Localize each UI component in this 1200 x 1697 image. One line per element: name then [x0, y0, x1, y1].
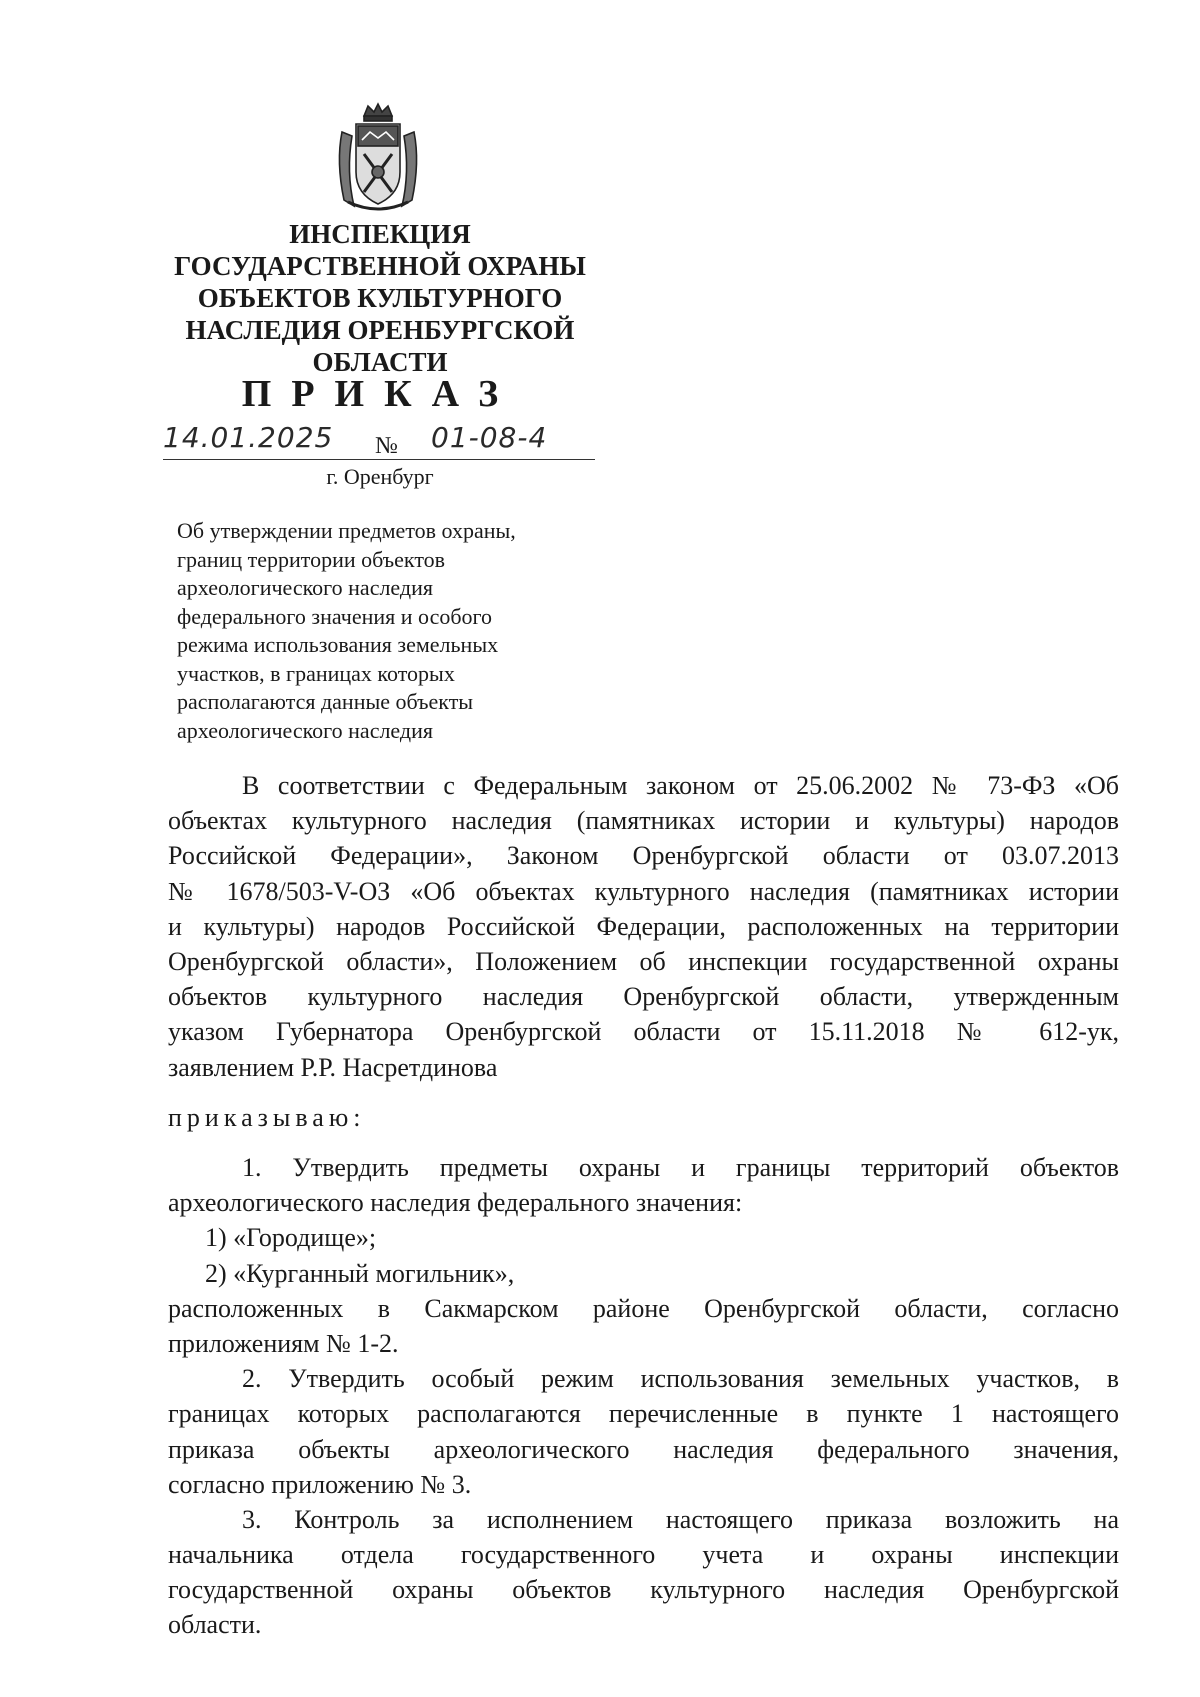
- preamble-line: и культуры) народов Российской Федерации, расположенных на территории: [168, 911, 1119, 941]
- item-1-line: 1. Утвердить предметы охраны и границы территорий объектов: [242, 1153, 1119, 1182]
- subject-line: федерального значения и особого: [177, 603, 493, 629]
- order-items: [168, 1150, 1119, 1643]
- item-2-line: согласно приложению № 3.: [168, 1469, 472, 1499]
- item-1-line: археологического наследия федерального значения:: [168, 1188, 743, 1218]
- order-word: приказываю:: [168, 1103, 366, 1132]
- preamble-line: В соответствии с Федеральным законом от 25.06.2002 № 73-ФЗ «Об: [242, 771, 1119, 800]
- item-2-line: 2. Утвердить особый режим использования земельных участков, в: [242, 1364, 1119, 1394]
- coat-of-arms-icon: [334, 102, 422, 214]
- item-1-subitem: 1) «Городище»;: [205, 1223, 377, 1253]
- preamble: [168, 768, 1119, 1085]
- city: г. Оренбург: [326, 464, 434, 489]
- date-number-line: [163, 421, 595, 461]
- subject-line: участков, в границах которых: [177, 660, 455, 686]
- preamble-line: объектов культурного наследия Оренбургской области, утвержденным: [168, 982, 1119, 1012]
- item-3-line: 3. Контроль за исполнением настоящего приказа возложить на: [242, 1504, 1119, 1534]
- item-2-line: приказа объекты археологического наследия федерального значения,: [168, 1434, 1119, 1464]
- preamble-line: Оренбургской области», Положением об инспекции государственной охраны: [168, 946, 1119, 976]
- item-1-subitem: 2) «Курганный могильник»,: [205, 1258, 515, 1288]
- item-1-line: расположенных в Сакмарском районе Оренбургской области, согласно: [168, 1293, 1119, 1323]
- handwritten-order-number: 01-08-4: [431, 421, 548, 454]
- preamble-line: Российской Федерации», Законом Оренбургской области от 03.07.2013: [168, 841, 1119, 871]
- preamble-line: заявлением Р.Р. Насретдинова: [168, 1052, 498, 1082]
- authority-line: ОБЪЕКТОВ КУЛЬТУРНОГО: [197, 283, 563, 313]
- item-3-line: начальника отдела государственного учета и охраны инспекции: [168, 1540, 1119, 1570]
- document-type-title: ПРИКАЗ: [241, 373, 519, 415]
- subject-line: располагаются данные объекты: [177, 689, 474, 714]
- authority-line: НАСЛЕДИЯ ОРЕНБУРГСКОЙ: [185, 315, 575, 345]
- number-sign: №: [375, 433, 398, 459]
- preamble-line: объектах культурного наследия (памятниках истории и культуры) народов: [168, 806, 1119, 836]
- subject-line: Об утверждении предметов охраны,: [177, 518, 516, 543]
- preamble-line: указом Губернатора Оренбургской области от 15.11.2018 № 612-ук,: [168, 1017, 1119, 1047]
- item-3-line: области.: [168, 1610, 262, 1640]
- issuing-authority: [150, 218, 610, 378]
- underline: [163, 459, 595, 460]
- subject-line: режима использования земельных: [177, 632, 499, 657]
- order-subject: [177, 517, 597, 745]
- item-2-line: границах которых располагаются перечисленные в пункте 1 настоящего: [168, 1399, 1119, 1429]
- item-1-line: приложениям № 1-2.: [168, 1328, 399, 1358]
- authority-line: ОБЛАСТИ: [312, 347, 448, 377]
- handwritten-date: 14.01.2025: [163, 421, 334, 454]
- subject-line: границ территории объектов: [177, 546, 446, 572]
- subject-line: археологического наследия: [177, 717, 433, 743]
- authority-line: ГОСУДАРСТВЕННОЙ ОХРАНЫ: [174, 251, 586, 281]
- preamble-line: № 1678/503-V-ОЗ «Об объектах культурного наследия (памятниках истории: [168, 876, 1119, 906]
- item-3-line: государственной охраны объектов культурного наследия Оренбургской: [168, 1575, 1119, 1605]
- subject-line: археологического наследия: [177, 575, 433, 600]
- authority-line: ИНСПЕКЦИЯ: [289, 219, 471, 249]
